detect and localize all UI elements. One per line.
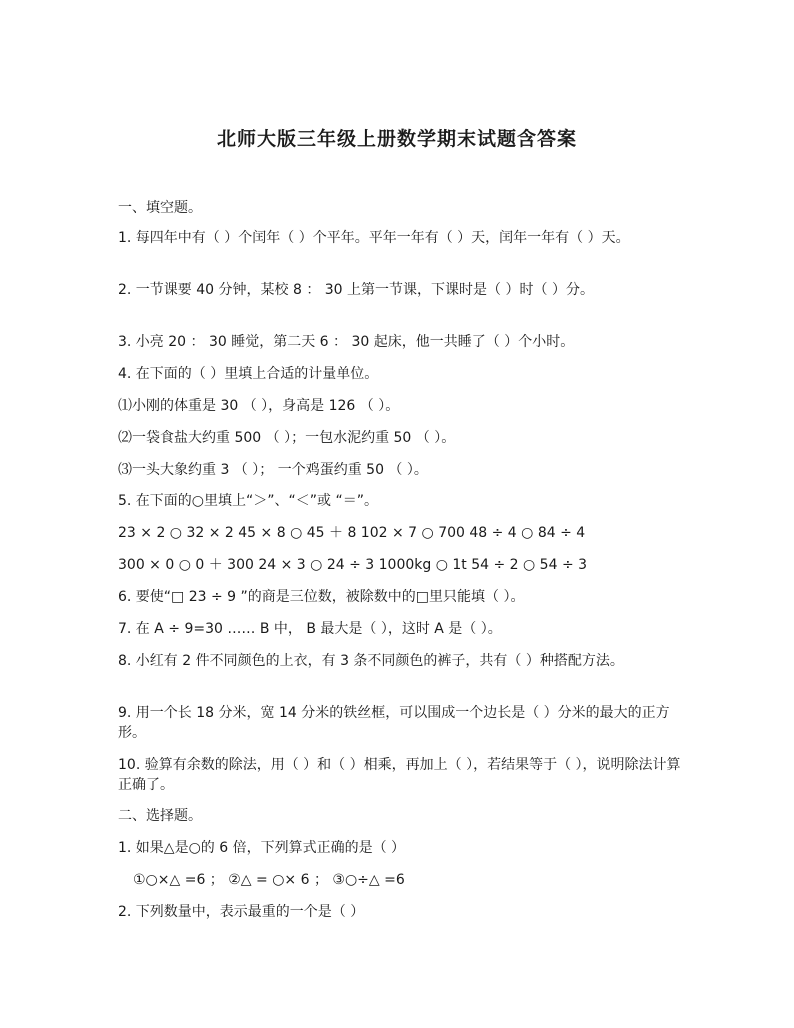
question-6: 6. 要使“□ 23 ÷ 9 ”的商是三位数，被除数中的□里只能填（ ）。	[118, 589, 525, 605]
section-heading-choice: 二、选择题。	[118, 808, 202, 824]
question-4-part-3: ⑶一头大象约重 3 （ ）； 一个鸡蛋约重 50 （ ）。	[118, 462, 428, 478]
question-4-part-1: ⑴小刚的体重是 30 （ ），身高是 126 （ ）。	[118, 398, 400, 414]
question-8: 8. 小红有 2 件不同颜色的上衣，有 3 条不同颜色的裤子，共有（ ）种搭配方法。	[118, 653, 624, 669]
choice-question-1: 1. 如果△是○的 6 倍，下列算式正确的是（ ）	[118, 840, 406, 856]
question-5-row-1: 23 × 2 ○ 32 × 2 45 × 8 ○ 45 ＋ 8 102 × 7 ○ 700 48 ÷ 4 ○ 84 ÷ 4	[118, 525, 586, 541]
page-title: 北师大版三年级上册数学期末试题含答案	[216, 128, 577, 150]
question-3: 3. 小亮 20 ： 30 睡觉，第二天 6 ： 30 起床，他一共睡了（ ）个小时。	[118, 334, 575, 350]
question-9: 9. 用一个长 18 分米，宽 14 分米的铁丝框，可以围成一个边长是（ ）分米的最大的正方形。	[118, 705, 670, 741]
question-1: 1. 每四年中有（ ）个闰年（ ）个平年。平年一年有（ ）天，闰年一年有（ ）天。	[118, 230, 630, 246]
section-heading-fill-blank: 一、填空题。	[118, 200, 202, 216]
question-7: 7. 在 A ÷ 9=30 …… B 中， B 最大是（ ），这时 A 是（ ）。	[118, 621, 502, 637]
question-10: 10. 验算有余数的除法，用（ ）和（ ）相乘，再加上（ ），若结果等于（ ），说明除法计算正确了。	[118, 757, 681, 793]
question-4: 4. 在下面的（ ）里填上合适的计量单位。	[118, 366, 379, 382]
choice-question-2: 2. 下列数量中，表示最重的一个是（ ）	[118, 904, 365, 920]
question-4-part-2: ⑵一袋食盐大约重 500 （ ）；一包水泥约重 50 （ ）。	[118, 430, 456, 446]
question-5: 5. 在下面的○里填上“＞”、“＜”或 “＝”。	[118, 493, 378, 509]
question-5-row-2: 300 × 0 ○ 0 ＋ 300 24 × 3 ○ 24 ÷ 3 1000kg ○ 1t 54 ÷ 2 ○ 54 ÷ 3	[118, 557, 588, 573]
question-2: 2. 一节课要 40 分钟，某校 8 ： 30 上第一节课，下课时是（ ）时（ ）分。	[118, 282, 594, 298]
choice-question-1-options: ①○×△ =6 ； ②△ = ○× 6 ； ③○÷△ =6	[133, 872, 405, 888]
